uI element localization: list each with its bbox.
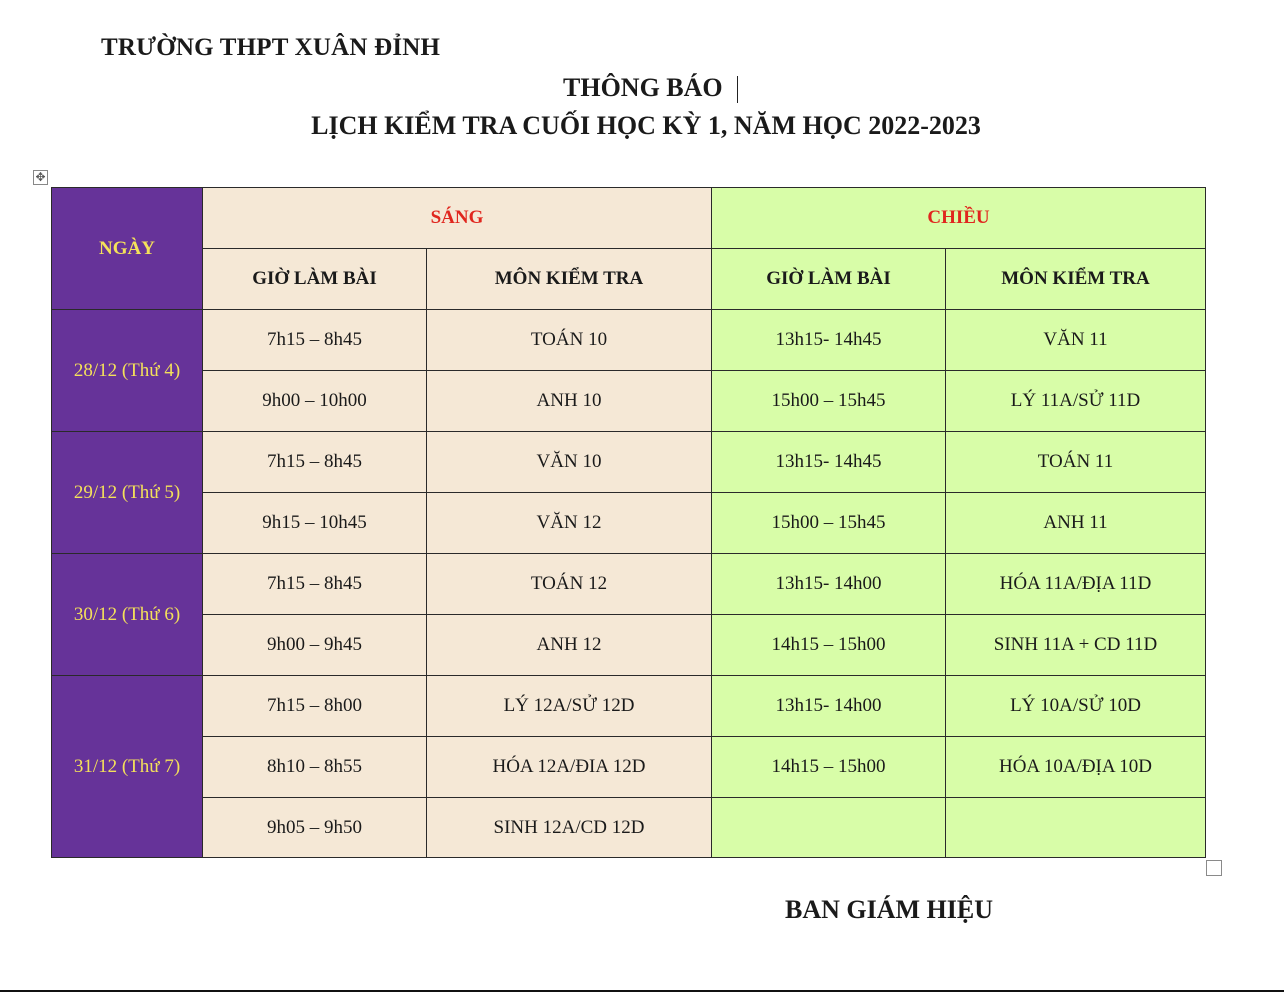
morning-subject-cell: VĂN 10 — [427, 432, 712, 493]
afternoon-time-cell: 15h00 – 15h45 — [712, 371, 946, 432]
morning-time-cell: 7h15 – 8h45 — [203, 554, 427, 615]
afternoon-subject-cell: ANH 11 — [946, 493, 1206, 554]
morning-subject-cell: ANH 12 — [427, 615, 712, 676]
morning-subject-cell: VĂN 12 — [427, 493, 712, 554]
morning-header: SÁNG — [203, 188, 712, 249]
morning-time-cell: 7h15 – 8h45 — [203, 310, 427, 371]
signoff: BAN GIÁM HIỆU — [785, 895, 994, 924]
table-row — [52, 615, 1206, 676]
morning-subject-cell: HÓA 12A/ĐIA 12D — [427, 737, 712, 798]
afternoon-subject-cell: HÓA 11A/ĐỊA 11D — [946, 554, 1206, 615]
afternoon-time-cell: 14h15 – 15h00 — [712, 737, 946, 798]
exam-schedule-table — [51, 187, 1206, 858]
morning-subject-cell: TOÁN 12 — [427, 554, 712, 615]
morning-time-cell: 9h00 – 9h45 — [203, 615, 427, 676]
text-cursor — [737, 76, 738, 103]
afternoon-subject-cell: LÝ 10A/SỬ 10D — [946, 676, 1206, 737]
afternoon-time-cell — [712, 798, 946, 858]
morning-time-cell: 9h00 – 10h00 — [203, 371, 427, 432]
morning-time-cell: 7h15 – 8h45 — [203, 432, 427, 493]
resize-square-icon[interactable] — [1206, 860, 1222, 876]
table-row — [52, 554, 1206, 615]
day-cell: 28/12 (Thứ 4) — [52, 310, 203, 432]
morning-subject-cell: TOÁN 10 — [427, 310, 712, 371]
afternoon-time-cell: 13h15- 14h00 — [712, 676, 946, 737]
table-row — [52, 310, 1206, 371]
day-column-header: NGÀY — [52, 188, 203, 310]
table-row — [52, 432, 1206, 493]
afternoon-time-cell: 15h00 – 15h45 — [712, 493, 946, 554]
morning-time-header: GIỜ LÀM BÀI — [203, 249, 427, 310]
afternoon-time-cell: 13h15- 14h45 — [712, 310, 946, 371]
morning-subject-cell: ANH 10 — [427, 371, 712, 432]
afternoon-subject-cell: LÝ 11A/SỬ 11D — [946, 371, 1206, 432]
afternoon-time-header: GIỜ LÀM BÀI — [712, 249, 946, 310]
notice-subtitle: LỊCH KIỂM TRA CUỐI HỌC KỲ 1, NĂM HỌC 2022-2023 — [311, 111, 981, 140]
afternoon-subject-cell — [946, 798, 1206, 858]
table-row — [52, 371, 1206, 432]
afternoon-subject-cell: VĂN 11 — [946, 310, 1206, 371]
morning-subject-cell: LÝ 12A/SỬ 12D — [427, 676, 712, 737]
morning-subject-header: MÔN KIỂM TRA — [427, 249, 712, 310]
afternoon-time-cell: 14h15 – 15h00 — [712, 615, 946, 676]
table-row — [52, 798, 1206, 858]
school-name: TRƯỜNG THPT XUÂN ĐỈNH — [101, 34, 441, 61]
table-row — [52, 493, 1206, 554]
afternoon-time-cell: 13h15- 14h00 — [712, 554, 946, 615]
notice-title: THÔNG BÁO — [563, 73, 723, 102]
afternoon-subject-header: MÔN KIỂM TRA — [946, 249, 1206, 310]
afternoon-header: CHIỀU — [712, 188, 1206, 249]
page-bottom-rule — [0, 990, 1284, 992]
morning-time-cell: 9h05 – 9h50 — [203, 798, 427, 858]
afternoon-subject-cell: SINH 11A + CD 11D — [946, 615, 1206, 676]
day-cell: 31/12 (Thứ 7) — [52, 676, 203, 858]
afternoon-subject-cell: HÓA 10A/ĐỊA 10D — [946, 737, 1206, 798]
morning-subject-cell: SINH 12A/CD 12D — [427, 798, 712, 858]
move-cross-icon[interactable]: ✥ — [33, 170, 48, 185]
morning-time-cell: 7h15 – 8h00 — [203, 676, 427, 737]
day-cell: 29/12 (Thứ 5) — [52, 432, 203, 554]
table-row — [52, 737, 1206, 798]
afternoon-time-cell: 13h15- 14h45 — [712, 432, 946, 493]
day-cell: 30/12 (Thứ 6) — [52, 554, 203, 676]
morning-time-cell: 9h15 – 10h45 — [203, 493, 427, 554]
afternoon-subject-cell: TOÁN 11 — [946, 432, 1206, 493]
table-row — [52, 676, 1206, 737]
morning-time-cell: 8h10 – 8h55 — [203, 737, 427, 798]
